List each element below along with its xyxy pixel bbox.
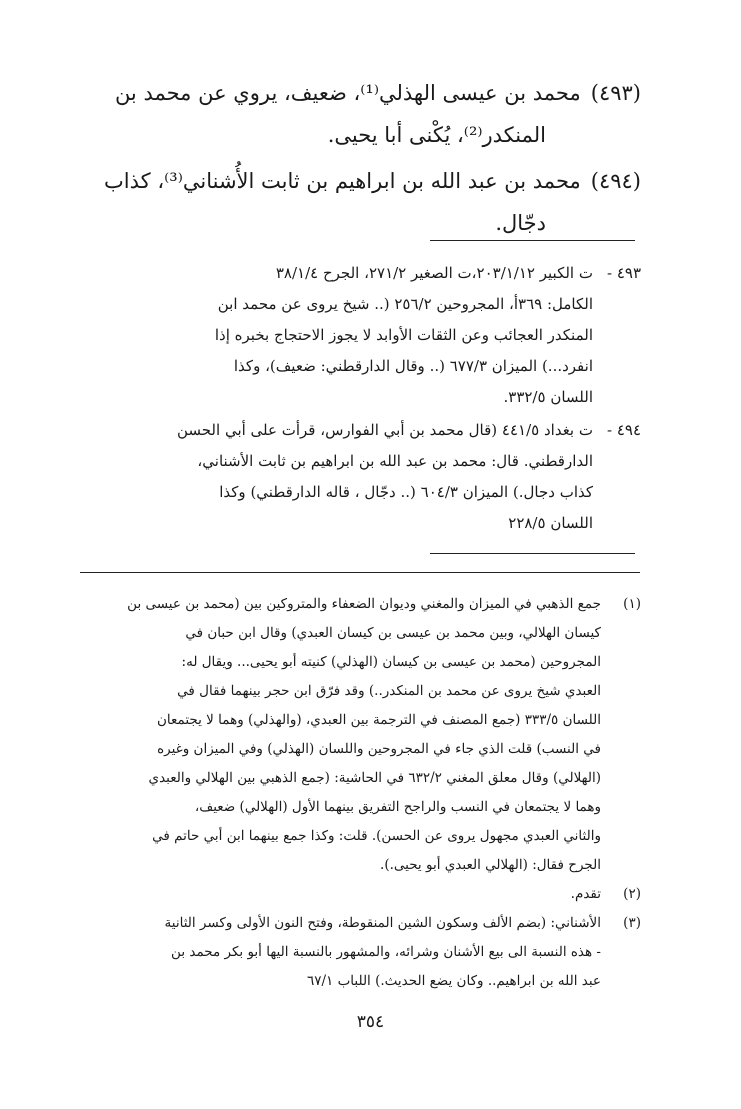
footnote-number: (١) xyxy=(623,596,641,612)
comment-line: كذاب دجال.) الميزان ٦٠٤/٣ (.. دجّال ، قاله الدارقطني) وكذا xyxy=(219,483,593,501)
footnote-body xyxy=(76,909,601,996)
footnote-divider xyxy=(80,572,640,573)
commentary-section xyxy=(76,258,641,541)
entry-text-line: المنكدر⁽²⁾، يُكْنى أبا يحيى. xyxy=(327,123,546,147)
footnote-line: (الهلالي) وقال معلق المغني ٦٣٢/٢ في الحاشية: (جمع الذهبي بين الهلالي والعبدي xyxy=(148,770,601,786)
footnote-line: - هذه النسبة الى بيع الأشنان وشرائه، والمشهور بالنسبة اليها أبو بكر محمد بن xyxy=(171,944,601,960)
footnote-line: الأشناني: (بضم الألف وسكون الشين المنقوطة، وفتح النون الأولى وكسر الثانية xyxy=(164,915,601,931)
comment-line: الدارقطني. قال: محمد بن عبد الله بن ابراهيم بن ثابت الأشناني، xyxy=(197,452,593,470)
footnote-line: الجرح فقال: (الهلالي العبدي أبو يحيى.). xyxy=(380,857,601,873)
footnote-line: والثاني العبدي مجهول يروى عن الحسن). قلت: وكذا جمع بينهما ابن أبي حاتم في xyxy=(152,828,601,844)
comment-line: ت الكبير ٢٠٣/١/١٢،ت الصغير ٢٧١/٢، الجرح ٣٨/١/٤ xyxy=(275,264,593,282)
footnote-line: عبد الله بن ابراهيم.. وكان يضع الحديث.) اللباب ٦٧/١ xyxy=(306,973,601,989)
entry-number: (٤٩٣) xyxy=(590,81,641,105)
entry-text-line: محمد بن عيسى الهذلي⁽¹⁾، ضعيف، يروي عن محمد بن xyxy=(114,81,581,105)
footnote-number: (٢) xyxy=(623,886,641,902)
comment-line: المنكدر العجائب وعن الثقات الأوابد لا يجوز الاحتجاج بخبره إذا xyxy=(214,326,593,344)
divider-line xyxy=(430,240,635,241)
comment-line: انفرد...) الميزان ٦٧٧/٣ (.. وقال الدارقطني: ضعيف)، وكذا xyxy=(233,357,593,375)
entry-493 xyxy=(81,72,641,156)
footnote-line: وهما لا يجتمعان في النسب والراجح التفريق بينهما الأول (الهلالي) ضعيف، xyxy=(194,799,601,815)
footnote-body xyxy=(76,590,601,880)
comment-493 xyxy=(76,258,641,413)
footnote-line: كيسان الهلالي، وبين محمد بن عيسى بن كيسان العبدي) وقال ابن حبان في xyxy=(185,625,601,641)
comment-494 xyxy=(76,415,641,539)
page-number: ٣٥٤ xyxy=(356,1012,385,1032)
entry-text-line: محمد بن عبد الله بن ابراهيم بن ثابت الأُشناني⁽³⁾، كذاب xyxy=(104,169,581,193)
comment-line: اللسان ٣٣٢/٥. xyxy=(503,388,593,406)
footnote-line: العبدي شيخ يروى عن محمد بن المنكدر..) وقد فرّق ابن حجر بينهما فقال في xyxy=(177,683,601,699)
entry-494 xyxy=(81,160,641,244)
footnote-line: اللسان ٣٣٣/٥ (جمع المصنف في الترجمة بين العبدي، (والهذلي) وهما لا يجتمعان xyxy=(157,712,601,728)
footnote-3 xyxy=(76,909,641,996)
comment-line: الكامل: ٣٦٩أ، المجروحين ٢٥٦/٢ (.. شيخ يروى عن محمد ابن xyxy=(217,295,593,313)
comment-body xyxy=(76,415,593,539)
entry-text-line: دجّال. xyxy=(495,211,546,235)
main-entries xyxy=(81,72,641,248)
footnote-line: في النسب) قلت الذي جاء في المجروحين واللسان (الهذلي) وفي الميزان وغيره xyxy=(157,741,601,757)
footnotes-section xyxy=(76,590,641,996)
footnote-line: المجروحين (محمد بن عيسى بن كيسان (الهذلي) كنيته أبو يحيى... ويقال له: xyxy=(181,654,601,670)
comment-number: ٤٩٣ - xyxy=(606,264,641,282)
footnote-body xyxy=(76,880,601,909)
footnote-1 xyxy=(76,590,641,880)
comment-body xyxy=(76,258,593,413)
footnote-line: تقدم. xyxy=(570,886,601,902)
footnote-number: (٣) xyxy=(623,915,641,931)
comment-number: ٤٩٤ - xyxy=(606,421,641,439)
comment-line: اللسان ٢٢٨/٥ xyxy=(508,514,593,532)
divider-line xyxy=(430,553,635,554)
comment-line: ت بغداد ٤٤١/٥ (قال محمد بن أبي الفوارس، قرأت على أبي الحسن xyxy=(176,421,593,439)
entry-number: (٤٩٤) xyxy=(590,169,641,193)
footnote-line: جمع الذهبي في الميزان والمغني وديوان الضعفاء والمتروكين بين (محمد بن عيسى بن xyxy=(127,596,601,612)
footnote-2 xyxy=(76,880,641,909)
